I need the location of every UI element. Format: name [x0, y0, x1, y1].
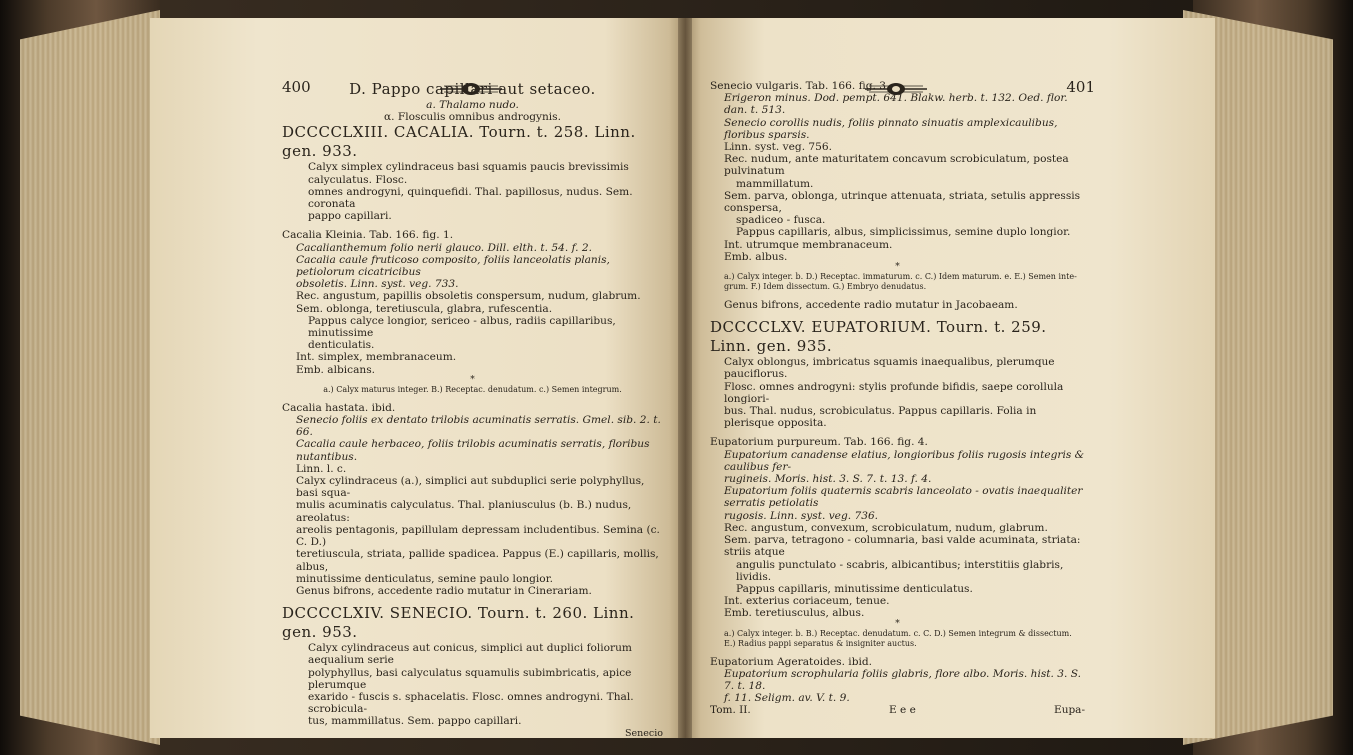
text-line: * — [895, 618, 900, 629]
text-line: Genus bifrons, accedente radio mutatur in Cinerariam. — [296, 584, 592, 597]
text-line: a.) Calyx maturus integer. B.) Receptac. denudatum. c.) Semen integrum. — [323, 384, 622, 394]
left-page-text — [150, 18, 685, 738]
page-number-right: 401 — [1066, 78, 1095, 96]
text-line: Cacalia caule herbaceo, foliis trilobis acuminatis serratis, floribus nutantibus. — [296, 438, 650, 463]
text-line: Sem. oblonga, teretiuscula, glabra, rufescentia. — [296, 302, 553, 315]
text-line: Calyx simplex cylindraceus basi squamis paucis brevissimis calyculatus. Flosc. — [308, 161, 629, 186]
text-line: rugineis. Moris. hist. 3. S. 7. t. 13. f. 4. — [724, 473, 932, 486]
text-line: Linn. syst. veg. 756. — [724, 141, 833, 154]
text-line: DCCCCLXIV. SENECIO. Tourn. t. 260. Linn. gen. 953. — [282, 604, 635, 642]
right-page — [685, 18, 1215, 738]
text-line: rugosis. Linn. syst. veg. 736. — [724, 509, 879, 522]
text-line: Senecio vulgaris. Tab. 166. fig. 3. — [710, 80, 890, 92]
text-line: Pappus calyce longior, sericeo - albus, radiis capillaribus, minutissime — [308, 314, 616, 340]
text-line: Int. exterius coriaceum, tenue. — [724, 595, 890, 608]
page-number-left: 400 — [282, 78, 311, 96]
text-line: Cacalia Kleinia. Tab. 166. fig. 1. — [282, 229, 454, 242]
text-line: * — [895, 262, 900, 273]
text-line: areolis pentagonis, papillulam depressam includentibus. Semina (c. C. D.) — [296, 523, 660, 549]
text-line: α. Flosculis omnibus androgynis. — [384, 111, 561, 124]
text-line: obsoletis. Linn. syst. veg. 733. — [296, 278, 459, 291]
text-line: Cacalia caule fruticoso composito, foliis lanceolatis planis, petiolorum cicatricibus — [296, 253, 610, 279]
text-line: Cacalianthemum folio nerii glauco. Dill. elth. t. 54. f. 2. — [296, 241, 592, 254]
text-line: * — [470, 374, 475, 385]
text-line: Emb. albus. — [724, 250, 788, 263]
page-edges-left — [20, 10, 160, 745]
text-line: grum. F.) Idem dissectum. G.) Embryo denudatus. — [724, 282, 927, 292]
left-text-lines — [282, 80, 663, 728]
footer-catchword: Eupa- — [1054, 704, 1085, 717]
text-line: Calyx cylindraceus aut conicus, simplici aut duplici foliorum aequalium serie — [308, 642, 632, 667]
text-line: a.) Calyx integer. b. B.) Receptac. denudatum. c. C. D.) Semen integrum & dissectum. — [724, 628, 1072, 638]
text-line: Rec. angustum, papillis obsoletis conspersum, nudum, glabrum. — [296, 290, 641, 303]
text-line: f. 11. Seligm. av. V. t. 9. — [724, 692, 850, 705]
text-line: Eupatorium foliis quaternis scabris lanceolato - ovatis inaequaliter serratis petiolatis — [724, 485, 1083, 510]
catchword-left: Senecio — [625, 727, 663, 738]
text-line: Pappus capillaris, minutissime denticulatus. — [736, 582, 973, 595]
text-line: Linn. l. c. — [296, 462, 347, 475]
text-line: mammillatum. — [736, 177, 814, 190]
text-line: Int. utrumque membranaceum. — [724, 238, 893, 251]
footer-volume: Tom. II. — [710, 704, 751, 717]
text-line: Genus bifrons, accedente radio mutatur in Jacobaeam. — [724, 299, 1018, 312]
text-line: Int. simplex, membranaceum. — [296, 351, 457, 364]
text-line: D. Pappo capillari aut setaceo. — [349, 80, 596, 98]
text-line: exarido - fuscis s. sphacelatis. Flosc. omnes androgyni. Thal. scrobicula- — [308, 690, 634, 716]
text-line: Eupatorium Ageratoides. ibid. — [710, 655, 873, 668]
text-line: Senecio foliis ex dentato trilobis acuminatis serratis. Gmel. sib. 2. t. 66. — [296, 414, 661, 439]
text-line: bus. Thal. nudus, scrobiculatus. Pappus capillaris. Folia in plerisque opposita. — [724, 405, 1037, 430]
text-line: Rec. angustum, convexum, scrobiculatum, nudum, glabrum. — [724, 521, 1048, 534]
right-text-lines — [710, 80, 1085, 704]
text-line: minutissime denticulatus, semine paulo longior. — [296, 572, 553, 585]
text-line: spadiceo - fusca. — [736, 214, 826, 227]
footer-signature: E e e — [889, 704, 916, 717]
text-line: Calyx cylindraceus (a.), simplici aut subduplici serie polyphyllus, basi squa- — [296, 475, 645, 500]
text-line: Sem. parva, tetragono - columnaria, basi valde acuminata, striata: striis atque — [724, 534, 1081, 559]
text-line: mulis acuminatis calyculatus. Thal. planiusculus (b. B.) nudus, areolatus: — [296, 499, 632, 524]
text-line: Calyx oblongus, imbricatus squamis inaequalibus, plerumque pauciflorus. — [724, 356, 1055, 381]
text-line: a. Thalamo nudo. — [426, 99, 519, 111]
text-line: angulis punctulato - scabris, albicantibus; interstitiis glabris, lividis. — [736, 558, 1064, 583]
left-page — [150, 18, 685, 738]
text-line: Senecio corollis nudis, foliis pinnato sinuatis amplexicaulibus, floribus sparsis. — [724, 116, 1058, 141]
text-line: Erigeron minus. Dod. pempt. 641. Blakw. herb. t. 132. Oed. flor. dan. t. 513. — [724, 92, 1068, 117]
text-line: Emb. albicans. — [296, 363, 376, 376]
page-footer — [710, 704, 1085, 716]
text-line: Pappus capillaris, albus, simplicissimus, semine duplo longior. — [736, 226, 1071, 239]
text-line: Eupatorium scrophularia foliis glabris, flore albo. Moris. hist. 3. S. 7. t. 18. — [724, 667, 1081, 692]
text-line: Eupatorium purpureum. Tab. 166. fig. 4. — [710, 436, 928, 449]
text-line: Eupatorium canadense elatius, longioribus foliis rugosis integris & caulibus fer- — [724, 448, 1085, 473]
text-line: tus, mammillatus. Sem. pappo capillari. — [308, 715, 522, 728]
text-line: a.) Calyx integer. b. D.) Receptac. immaturum. c. C.) Idem maturum. e. E.) Semen inte- — [724, 272, 1077, 282]
text-line: Rec. nudum, ante maturitatem concavum scrobiculatum, postea pulvinatum — [724, 153, 1069, 178]
right-page-text — [685, 18, 1215, 738]
text-line: pappo capillari. — [308, 210, 392, 223]
text-line: Flosc. omnes androgyni: stylis profunde bifidis, saepe corollula longiori- — [724, 380, 1064, 405]
book-gutter — [678, 18, 692, 738]
text-line: teretiuscula, striata, pallide spadicea. Pappus (E.) capillaris, mollis, albus, — [296, 548, 659, 573]
text-line: E.) Radius pappi separatus & insigniter auctus. — [724, 638, 917, 648]
text-line: DCCCCLXIII. CACALIA. Tourn. t. 258. Linn. gen. 933. — [282, 123, 636, 161]
text-line: Emb. teretiusculus, albus. — [724, 607, 865, 620]
text-line: Cacalia hastata. ibid. — [282, 401, 396, 414]
text-line: polyphyllus, basi calyculatus squamulis subimbricatis, apice plerumque — [308, 666, 632, 691]
text-line: Sem. parva, oblonga, utrinque attenuata, striata, setulis appressis conspersa, — [724, 189, 1081, 215]
text-line: DCCCCLXV. EUPATORIUM. Tourn. t. 259. Linn. gen. 935. — [710, 318, 1047, 356]
text-line: denticulatis. — [308, 339, 375, 352]
text-line: omnes androgyni, quinquefidi. Thal. papillosus, nudus. Sem. coronata — [308, 185, 633, 211]
